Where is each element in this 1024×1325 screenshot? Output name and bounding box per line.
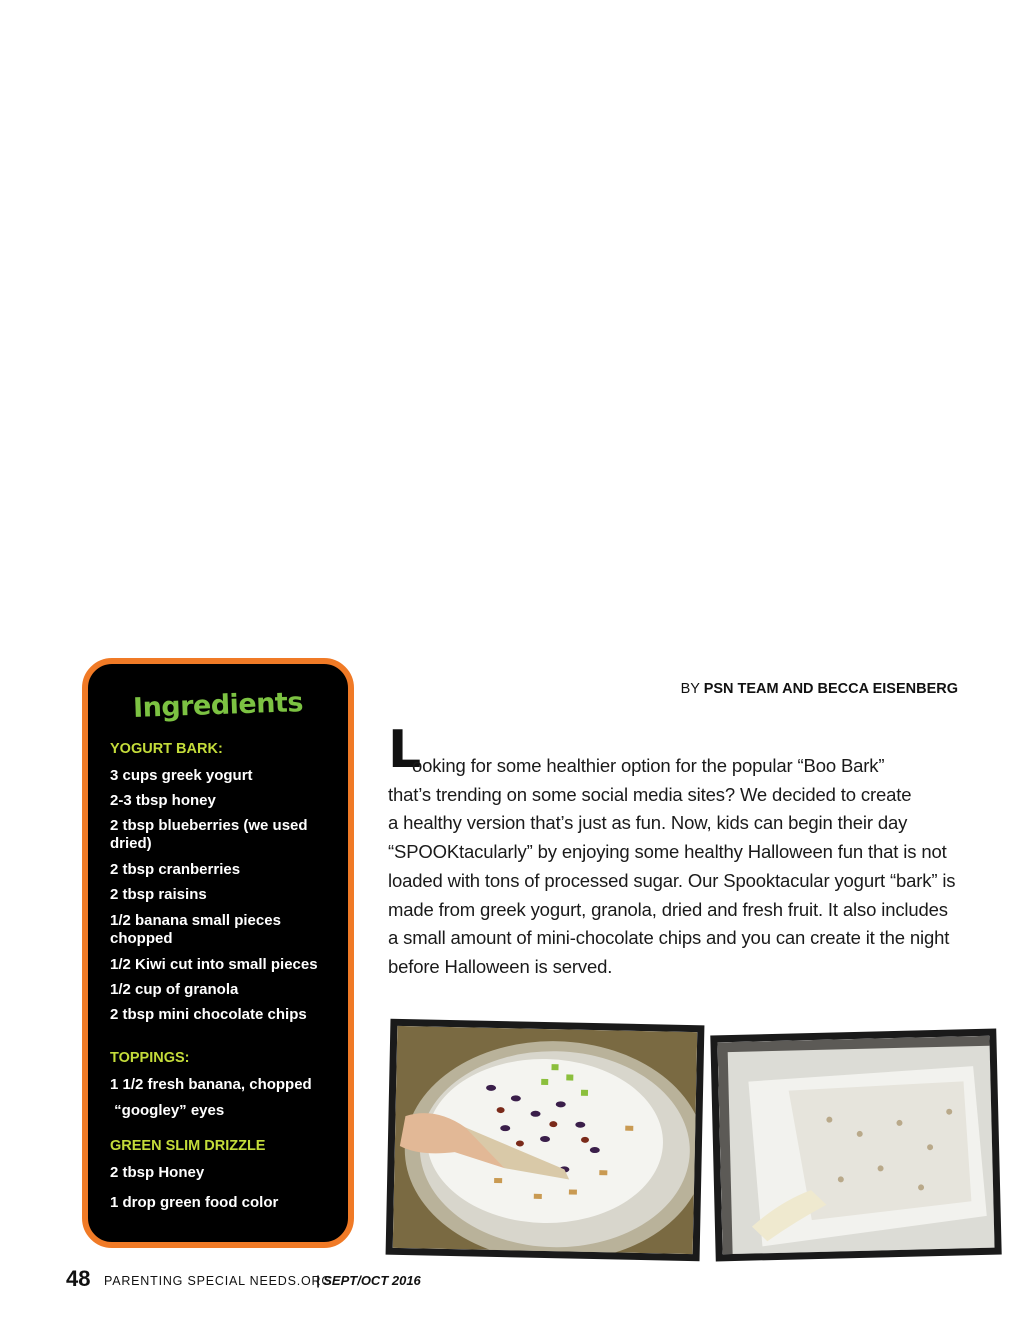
article-body — [388, 752, 998, 982]
mixing-bowl-image — [393, 1026, 698, 1254]
ingredient-item: 2 tbsp mini chocolate chips — [110, 1006, 307, 1023]
body-line: made from greek yogurt, granola, dried and fresh fruit. It also includes — [388, 898, 948, 920]
ingredient-item: 2 tbsp blueberries (we used dried) — [110, 817, 308, 852]
drizzle-heading: GREEN SLIM DRIZZLE — [110, 1138, 266, 1154]
ingredient-item: 3 cups greek yogurt — [110, 767, 253, 784]
byline — [681, 681, 958, 697]
ingredient-item: 1/2 cup of granola — [110, 981, 239, 998]
body-line: before Halloween is served. — [388, 955, 613, 977]
baking-pan-photo — [710, 1029, 1001, 1262]
mixing-bowl-photo — [386, 1019, 705, 1262]
topping-item: “googley” eyes — [110, 1102, 225, 1119]
topping-item: 1 1/2 fresh banana, chopped — [110, 1076, 312, 1093]
footer-issue: | SEPT/OCT 2016 — [316, 1273, 421, 1288]
byline-prefix: BY — [680, 681, 700, 697]
drizzle-item: 1 drop green food color — [110, 1194, 279, 1211]
ingredient-item: 2 tbsp cranberries — [110, 861, 241, 878]
body-line: a small amount of mini-chocolate chips and you can create it the night — [388, 927, 950, 949]
toppings-heading: TOPPINGS: — [110, 1050, 190, 1066]
body-line: ooking for some healthier option for the popular “Boo Bark” — [412, 755, 885, 776]
body-line: that’s trending on some social media sites? We decided to create — [388, 783, 912, 805]
baking-pan-image — [717, 1036, 994, 1255]
yogurt-bark-heading: YOGURT BARK: — [110, 741, 223, 757]
ingredients-card — [82, 658, 354, 1248]
page-number: 48 — [66, 1266, 91, 1291]
ingredient-item: 2 tbsp raisins — [110, 886, 207, 903]
drop-cap: L — [388, 720, 422, 780]
byline-authors: PSN TEAM AND BECCA EISENBERG — [703, 681, 958, 697]
footer-site: PARENTING SPECIAL NEEDS.ORG — [104, 1274, 332, 1288]
ingredient-item: 2-3 tbsp honey — [110, 792, 216, 809]
ingredient-item: 1/2 Kiwi cut into small pieces — [110, 956, 318, 973]
body-line: “SPOOKtacularly” by enjoying some healthy Halloween fun that is not — [388, 841, 947, 863]
body-line: a healthy version that’s just as fun. Now, kids can begin their day — [388, 812, 908, 834]
drizzle-item: 2 tbsp Honey — [110, 1164, 205, 1181]
ingredients-title: Ingredients — [132, 687, 304, 724]
body-line: loaded with tons of processed sugar. Our Spooktacular yogurt “bark” is — [388, 869, 956, 891]
ingredient-item: 1/2 banana small pieces chopped — [110, 912, 281, 947]
